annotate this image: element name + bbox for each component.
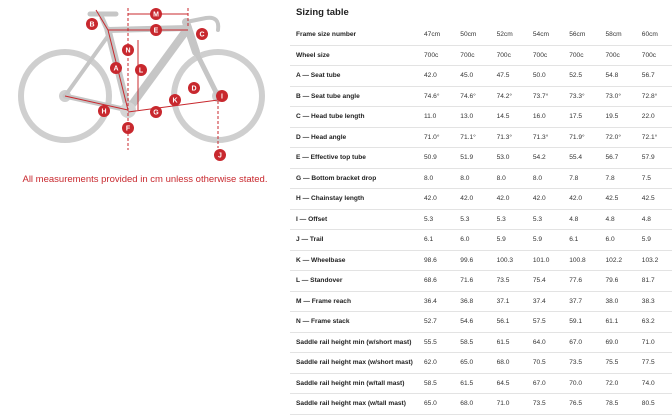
row-value: 71.0 [636, 332, 672, 353]
sizing-table-title: Sizing table [296, 7, 349, 18]
row-value: 74.0 [636, 373, 672, 394]
size-header: 54cm [527, 25, 563, 45]
row-value: 71.3° [491, 127, 527, 148]
table-row [290, 230, 672, 251]
marker-n [122, 44, 134, 56]
marker-f [122, 122, 134, 134]
bike-geometry-diagram [10, 0, 270, 165]
row-value: 8.0 [418, 168, 454, 189]
row-value: 79.6 [599, 271, 635, 292]
row-value: 81.7 [636, 271, 672, 292]
row-value: 76.5 [563, 394, 599, 415]
row-value: 14.5 [491, 107, 527, 128]
row-value: 58.5 [454, 332, 490, 353]
header-label: Frame size number [290, 25, 418, 45]
row-label: L — Standover [290, 271, 418, 292]
svg-text:N: N [125, 47, 131, 55]
row-value: 65.0 [454, 353, 490, 374]
row-value: 51.9 [454, 148, 490, 169]
row-value: 52.5 [563, 66, 599, 87]
row-value: 6.1 [563, 230, 599, 251]
row-value: 67.0 [527, 373, 563, 394]
row-value: 77.6 [563, 271, 599, 292]
row-value: 6.1 [418, 230, 454, 251]
table-row [290, 373, 672, 394]
row-value: 54.8 [599, 66, 635, 87]
row-value: 68.0 [454, 394, 490, 415]
row-value: 55.5 [418, 332, 454, 353]
svg-text:M: M [153, 11, 159, 19]
row-value: 78.5 [599, 394, 635, 415]
marker-b [86, 18, 98, 30]
row-label: C — Head tube length [290, 107, 418, 128]
size-header: 56cm [563, 25, 599, 45]
row-value: 50.9 [418, 148, 454, 169]
row-value: 700c [527, 45, 563, 66]
row-value: 69.0 [599, 332, 635, 353]
table-row [290, 86, 672, 107]
row-value: 71.6 [454, 271, 490, 292]
row-value: 56.7 [636, 66, 672, 87]
svg-text:C: C [199, 31, 205, 39]
row-value: 700c [454, 45, 490, 66]
row-value: 73.0° [599, 86, 635, 107]
row-value: 13.0 [454, 107, 490, 128]
row-value: 22.0 [636, 107, 672, 128]
geometry-panel [0, 0, 290, 400]
row-value: 55.4 [563, 148, 599, 169]
row-value: 62.0 [418, 353, 454, 374]
row-label: M — Frame reach [290, 291, 418, 312]
row-value: 73.7° [527, 86, 563, 107]
row-value: 37.4 [527, 291, 563, 312]
size-header: 47cm [418, 25, 454, 45]
row-value: 100.3 [491, 250, 527, 271]
row-value: 54.6 [454, 312, 490, 333]
table-row [290, 107, 672, 128]
row-label: Saddle rail height max (w/short mast) [290, 353, 418, 374]
row-value: 42.0 [418, 189, 454, 210]
row-value: 72.8° [636, 86, 672, 107]
row-value: 5.9 [491, 230, 527, 251]
row-value: 42.0 [418, 66, 454, 87]
table-row [290, 209, 672, 230]
row-value: 73.5 [527, 394, 563, 415]
row-value: 68.6 [418, 271, 454, 292]
marker-i [216, 90, 228, 102]
row-value: 37.7 [563, 291, 599, 312]
marker-k [169, 94, 181, 106]
row-label: H — Chainstay length [290, 189, 418, 210]
row-label: G — Bottom bracket drop [290, 168, 418, 189]
row-value: 8.0 [491, 168, 527, 189]
marker-a [110, 62, 122, 74]
row-value: 7.8 [563, 168, 599, 189]
row-value: 75.4 [527, 271, 563, 292]
sizing-table [290, 25, 672, 415]
size-header: 58cm [599, 25, 635, 45]
row-value: 5.3 [418, 209, 454, 230]
table-row [290, 250, 672, 271]
row-value: 64.0 [527, 332, 563, 353]
row-value: 4.8 [599, 209, 635, 230]
row-value: 42.0 [527, 189, 563, 210]
marker-c [196, 28, 208, 40]
row-value: 6.0 [599, 230, 635, 251]
row-value: 38.3 [636, 291, 672, 312]
row-value: 38.0 [599, 291, 635, 312]
row-value: 37.1 [491, 291, 527, 312]
row-value: 53.0 [491, 148, 527, 169]
row-value: 45.0 [454, 66, 490, 87]
row-value: 74.6° [454, 86, 490, 107]
row-value: 58.5 [418, 373, 454, 394]
row-value: 42.0 [491, 189, 527, 210]
row-value: 17.5 [563, 107, 599, 128]
row-value: 71.0° [418, 127, 454, 148]
row-value: 67.0 [563, 332, 599, 353]
row-value: 101.0 [527, 250, 563, 271]
svg-text:I: I [221, 93, 223, 101]
row-value: 73.3° [563, 86, 599, 107]
row-value: 70.0 [563, 373, 599, 394]
row-value: 99.6 [454, 250, 490, 271]
row-value: 42.0 [454, 189, 490, 210]
sizing-panel [290, 0, 672, 408]
row-value: 56.7 [599, 148, 635, 169]
row-value: 700c [491, 45, 527, 66]
svg-text:A: A [113, 65, 119, 73]
row-value: 59.1 [563, 312, 599, 333]
marker-d [188, 82, 200, 94]
svg-text:F: F [125, 125, 131, 133]
row-value: 42.0 [563, 189, 599, 210]
row-value: 16.0 [527, 107, 563, 128]
row-label: J — Trail [290, 230, 418, 251]
row-value: 36.4 [418, 291, 454, 312]
row-label: Saddle rail height min (w/short mast) [290, 332, 418, 353]
table-row [290, 148, 672, 169]
row-value: 77.5 [636, 353, 672, 374]
marker-e [150, 24, 162, 36]
row-value: 74.2° [491, 86, 527, 107]
table-row [290, 127, 672, 148]
row-value: 42.5 [599, 189, 635, 210]
row-value: 71.3° [527, 127, 563, 148]
svg-text:K: K [172, 97, 178, 105]
row-value: 71.9° [563, 127, 599, 148]
row-value: 98.6 [418, 250, 454, 271]
row-value: 80.5 [636, 394, 672, 415]
row-value: 700c [636, 45, 672, 66]
row-value: 64.5 [491, 373, 527, 394]
marker-l [135, 64, 147, 76]
row-value: 700c [599, 45, 635, 66]
row-value: 63.2 [636, 312, 672, 333]
row-value: 61.5 [491, 332, 527, 353]
row-value: 75.5 [599, 353, 635, 374]
svg-text:E: E [153, 27, 159, 35]
row-value: 61.1 [599, 312, 635, 333]
svg-text:H: H [101, 108, 107, 116]
row-value: 700c [418, 45, 454, 66]
row-value: 65.0 [418, 394, 454, 415]
row-value: 5.3 [527, 209, 563, 230]
row-value: 11.0 [418, 107, 454, 128]
table-row [290, 45, 672, 66]
row-value: 70.5 [527, 353, 563, 374]
row-value: 7.8 [599, 168, 635, 189]
row-value: 19.5 [599, 107, 635, 128]
row-label: Saddle rail height max (w/tall mast) [290, 394, 418, 415]
row-value: 102.2 [599, 250, 635, 271]
row-label: N — Frame stack [290, 312, 418, 333]
table-row [290, 332, 672, 353]
row-label: D — Head angle [290, 127, 418, 148]
marker-m [150, 8, 162, 20]
size-header: 60cm [636, 25, 672, 45]
row-label: A — Seat tube [290, 66, 418, 87]
row-label: Wheel size [290, 45, 418, 66]
row-value: 61.5 [454, 373, 490, 394]
svg-text:L: L [138, 67, 144, 75]
row-value: 5.9 [527, 230, 563, 251]
row-value: 54.2 [527, 148, 563, 169]
size-header: 50cm [454, 25, 490, 45]
row-value: 50.0 [527, 66, 563, 87]
row-value: 47.5 [491, 66, 527, 87]
table-header-row [290, 25, 672, 45]
row-value: 74.6° [418, 86, 454, 107]
table-row [290, 66, 672, 87]
row-value: 700c [563, 45, 599, 66]
marker-g [150, 106, 162, 118]
row-label: K — Wheelbase [290, 250, 418, 271]
table-row [290, 189, 672, 210]
row-value: 73.5 [491, 271, 527, 292]
row-label: I — Offset [290, 209, 418, 230]
row-value: 56.1 [491, 312, 527, 333]
marker-h [98, 105, 110, 117]
table-row [290, 312, 672, 333]
row-value: 68.0 [491, 353, 527, 374]
row-value: 36.8 [454, 291, 490, 312]
row-label: B — Seat tube angle [290, 86, 418, 107]
row-value: 4.8 [563, 209, 599, 230]
measurement-note: All measurements provided in cm unless otherwise stated. [22, 174, 268, 185]
row-value: 52.7 [418, 312, 454, 333]
row-value: 42.5 [636, 189, 672, 210]
table-row [290, 291, 672, 312]
sizing-table-body [290, 45, 672, 414]
row-value: 8.0 [454, 168, 490, 189]
row-value: 57.9 [636, 148, 672, 169]
row-value: 103.2 [636, 250, 672, 271]
row-value: 73.5 [563, 353, 599, 374]
table-row [290, 353, 672, 374]
row-value: 57.5 [527, 312, 563, 333]
row-value: 4.8 [636, 209, 672, 230]
marker-j [214, 149, 226, 161]
svg-text:B: B [89, 21, 95, 29]
table-row [290, 271, 672, 292]
row-value: 71.0 [491, 394, 527, 415]
table-row [290, 394, 672, 415]
svg-text:G: G [153, 109, 159, 117]
row-value: 72.0° [599, 127, 635, 148]
row-value: 6.0 [454, 230, 490, 251]
row-value: 72.1° [636, 127, 672, 148]
row-label: E — Effective top tube [290, 148, 418, 169]
table-row [290, 168, 672, 189]
row-value: 8.0 [527, 168, 563, 189]
row-value: 5.3 [491, 209, 527, 230]
row-value: 71.1° [454, 127, 490, 148]
size-header: 52cm [491, 25, 527, 45]
row-label: Saddle rail height min (w/tall mast) [290, 373, 418, 394]
row-value: 5.3 [454, 209, 490, 230]
row-value: 72.0 [599, 373, 635, 394]
row-value: 100.8 [563, 250, 599, 271]
row-value: 5.9 [636, 230, 672, 251]
row-value: 7.5 [636, 168, 672, 189]
svg-text:D: D [191, 85, 197, 93]
svg-text:J: J [218, 152, 222, 160]
